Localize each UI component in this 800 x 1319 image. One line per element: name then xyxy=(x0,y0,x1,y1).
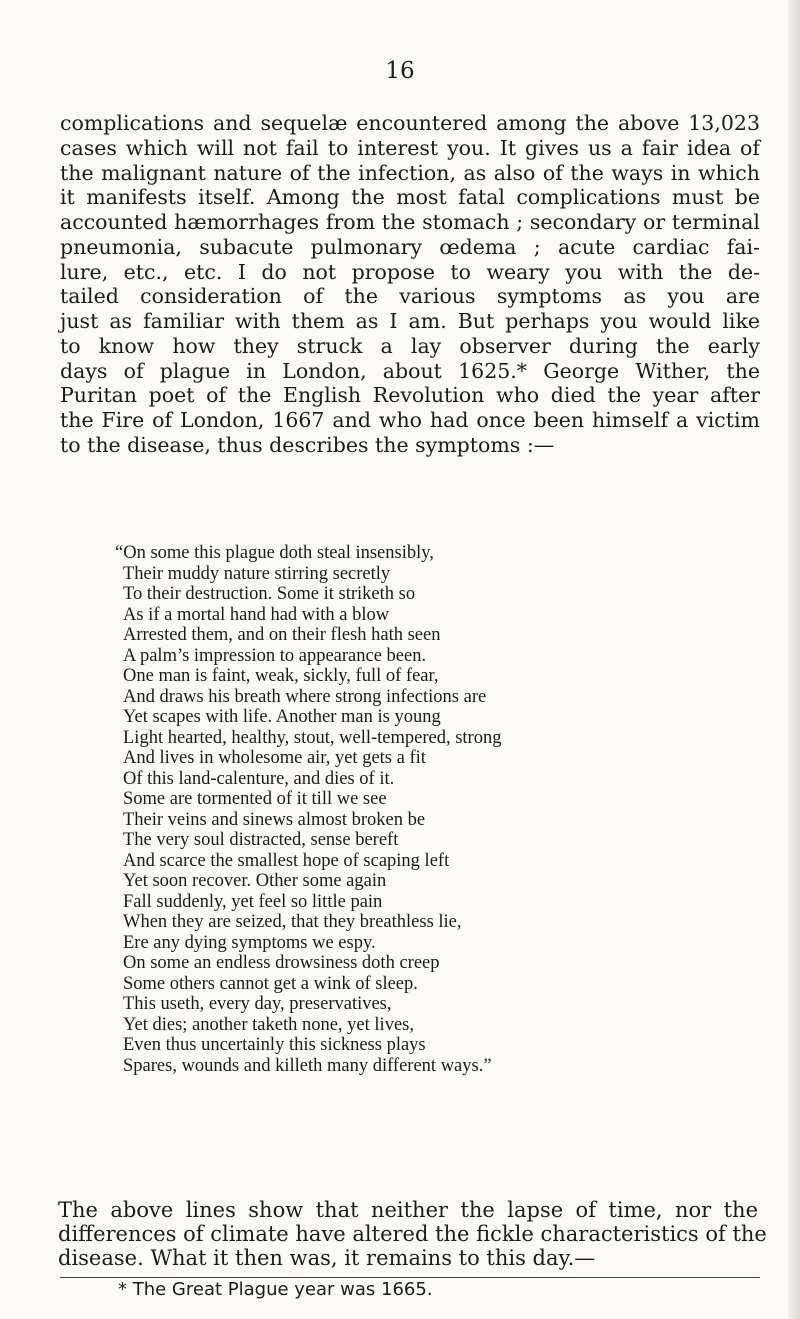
poem-line: To their destruction. Some it striketh so xyxy=(123,584,416,604)
poem-line: And scarce the smallest hope of scaping left xyxy=(123,850,450,871)
page-edge-shadow xyxy=(788,0,800,1319)
poem-line: When they are seized, that they breathless lie, xyxy=(123,912,462,932)
paragraph-line: to know how they struck a lay observer during the early xyxy=(60,333,760,358)
paragraph-line: accounted hæmorrhages from the stomach ; secondary or terminal xyxy=(60,210,760,234)
poem-line: One man is faint, weak, sickly, full of fear, xyxy=(123,666,439,686)
paragraph-line: it manifests itself. Among the most fatal complications must be xyxy=(60,185,760,210)
poem-line: Arrested them, and on their flesh hath seen xyxy=(123,625,441,645)
page-number: 16 xyxy=(385,58,415,84)
footnote: * The Great Plague year was 1665. xyxy=(118,1279,433,1300)
closing-line: disease. What it then was, it remains to this day.— xyxy=(58,1246,596,1270)
closing-line: differences of climate have altered the fickle characteristics of the xyxy=(58,1222,767,1246)
paragraph-line: to the disease, thus describes the symptoms :— xyxy=(60,432,555,457)
poem-line: The very soul distracted, sense bereft xyxy=(123,830,399,850)
paragraph-line: cases which will not fail to interest you. It gives us a fair idea of xyxy=(60,135,760,160)
paragraph-line: tailed consideration of the various symptoms as you are xyxy=(60,284,760,309)
body-paragraph xyxy=(60,111,760,458)
poem-line: Some others cannot get a wink of sleep. xyxy=(123,973,418,994)
poem-line: Their muddy nature stirring secretly xyxy=(123,563,391,584)
poem-line: Yet scapes with life. Another man is young xyxy=(123,707,441,727)
paragraph-line: days of plague in London, about 1625.* George Wither, the xyxy=(60,358,760,383)
poem-line: Yet dies; another taketh none, yet lives, xyxy=(123,1014,414,1035)
paragraph-line: complications and sequelæ encountered among the above 13,023 xyxy=(60,111,760,135)
paragraph-line: lure, etc., etc. I do not propose to weary you with the de- xyxy=(60,259,760,284)
paragraph-line: just as familiar with them as I am. But perhaps you would like xyxy=(60,309,760,333)
poem-line: This useth, every day, preservatives, xyxy=(123,994,392,1014)
poem-line: Even thus uncertainly this sickness plays xyxy=(123,1035,426,1055)
poem-line: And draws his breath where strong infections are xyxy=(123,686,487,707)
paragraph-line: pneumonia, subacute pulmonary œdema ; acute cardiac fai- xyxy=(60,234,760,259)
poem-line: As if a mortal hand had with a blow xyxy=(123,604,390,625)
paragraph-line: the Fire of London, 1667 and who had once been himself a victim xyxy=(60,408,760,432)
closing-line: The above lines show that neither the lapse of time, nor the xyxy=(58,1198,758,1222)
poem-line: Their veins and sinews almost broken be xyxy=(123,809,426,830)
poem-line: Some are tormented of it till we see xyxy=(123,789,387,809)
poem-quotation xyxy=(115,543,675,1076)
poem-line: Light hearted, healthy, stout, well-tempered, strong xyxy=(123,727,502,748)
poem-line: “On some this plague doth steal insensibly, xyxy=(115,543,434,563)
poem-line: Yet soon recover. Other some again xyxy=(123,871,387,891)
footnote-divider xyxy=(60,1277,760,1278)
poem-line: Spares, wounds and killeth many different ways.” xyxy=(123,1055,492,1076)
poem-line: And lives in wholesome air, yet gets a fit xyxy=(123,748,426,768)
paragraph-line: Puritan poet of the English Revolution who died the year after xyxy=(60,383,760,408)
poem-line: A palm’s impression to appearance been. xyxy=(123,645,427,666)
poem-line: On some an endless drowsiness doth creep xyxy=(123,953,440,973)
poem-line: Of this land-calenture, and dies of it. xyxy=(123,768,395,789)
paragraph-line: the malignant nature of the infection, as also of the ways in which xyxy=(60,160,760,185)
poem-line: Fall suddenly, yet feel so little pain xyxy=(123,891,383,912)
poem-line: Ere any dying symptoms we espy. xyxy=(123,932,376,953)
closing-paragraph xyxy=(58,1198,767,1270)
